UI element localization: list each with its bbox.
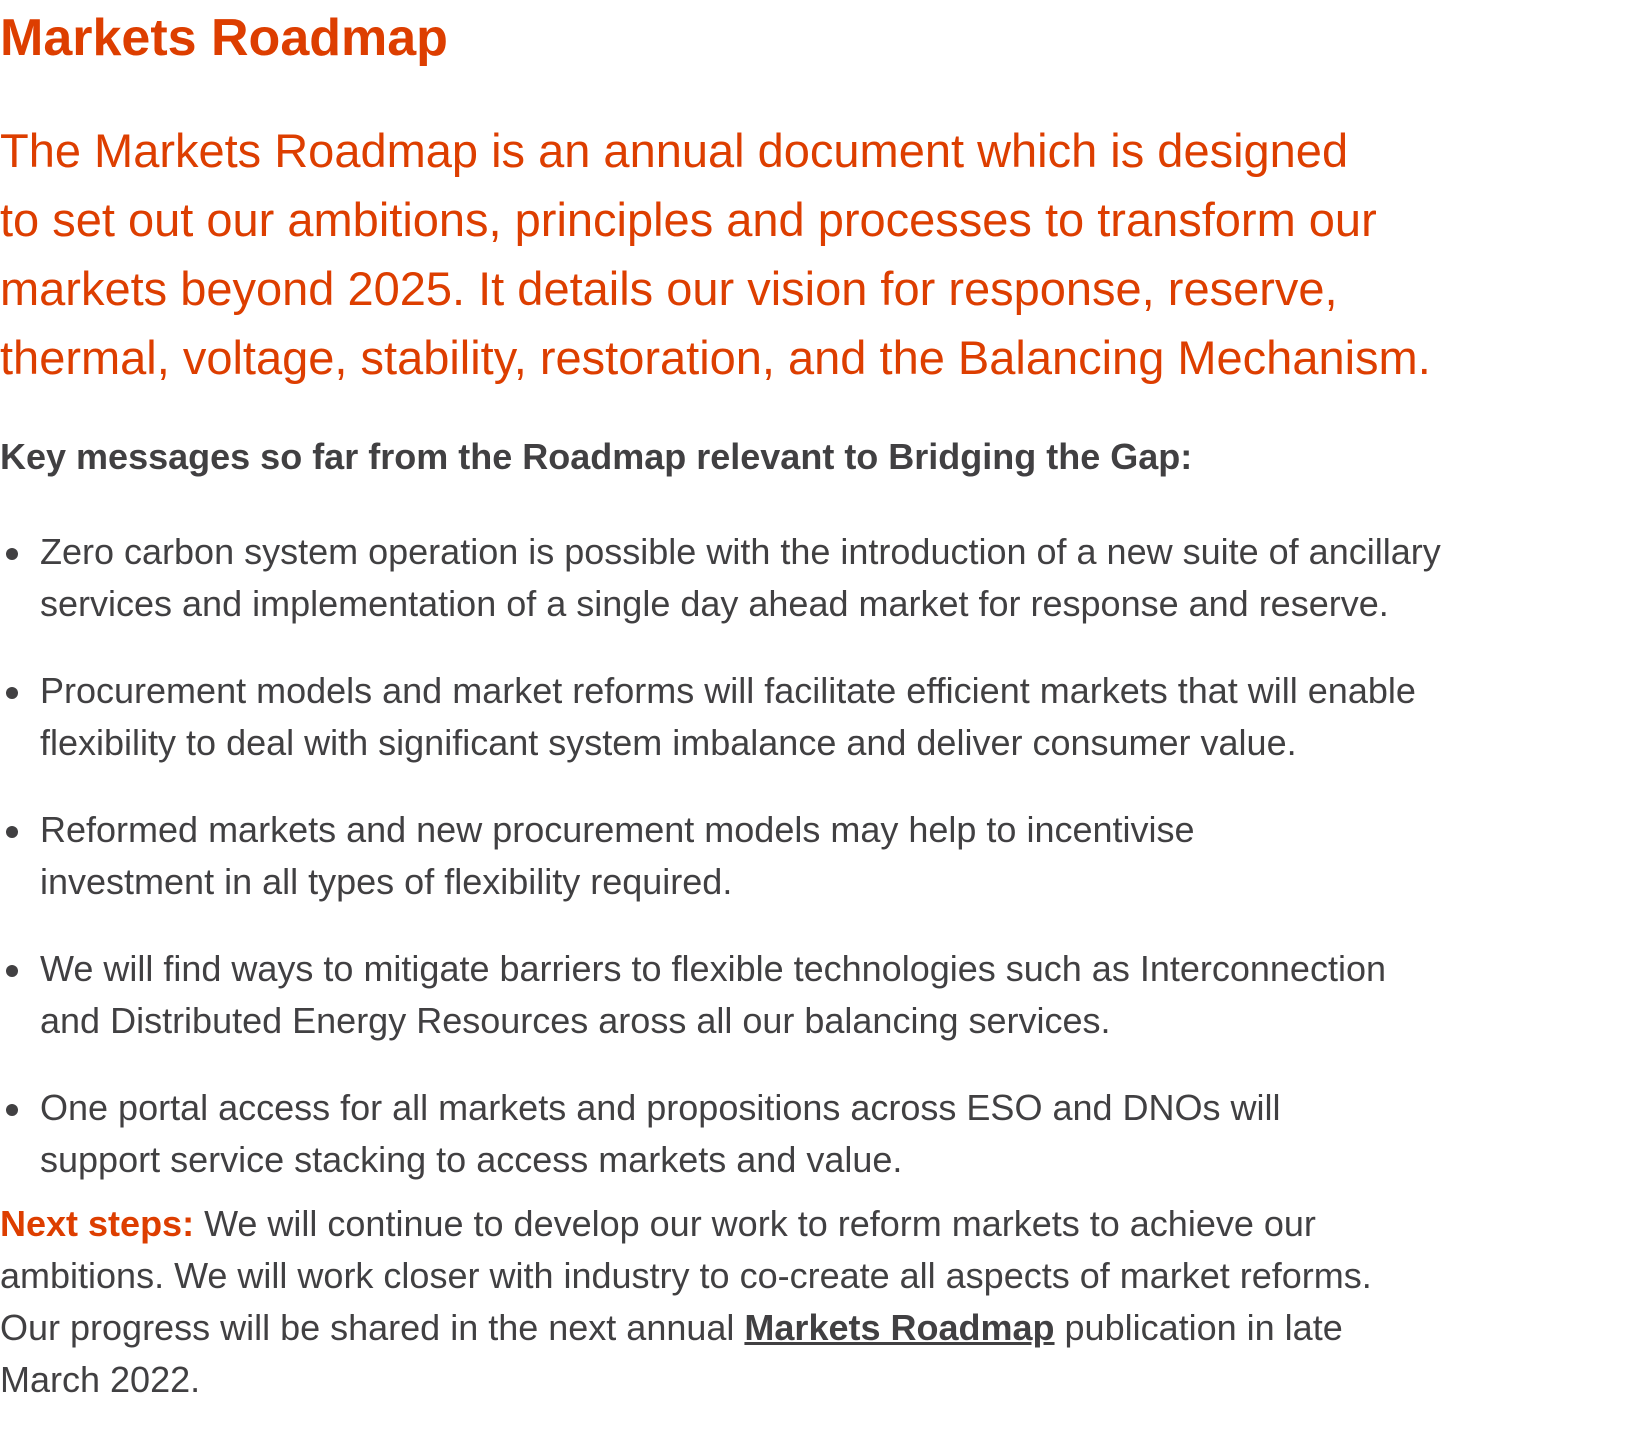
intro-line: to set out our ambitions, principles and processes to transform our <box>0 193 1377 246</box>
bullet-dot-icon <box>6 965 18 977</box>
list-item-line: flexibility to deal with significant system imbalance and deliver consumer value. <box>40 722 1297 763</box>
bullet-dot-icon <box>6 687 18 699</box>
list-item-line: Reformed markets and new procurement models may help to incentivise <box>40 809 1195 850</box>
intro-line: thermal, voltage, stability, restoration, and the Balancing Mechanism. <box>0 331 1431 384</box>
list-item-text <box>40 526 1441 630</box>
bullet-dot-icon <box>6 548 18 560</box>
list-item-line: services and implementation of a single day ahead market for response and reserve. <box>40 583 1389 624</box>
list-item-line: We will find ways to mitigate barriers to flexible technologies such as Interconnection <box>40 948 1386 989</box>
bullet-dot-icon <box>6 1104 18 1116</box>
intro-line: The Markets Roadmap is an annual document which is designed <box>0 124 1349 177</box>
key-messages-heading: Key messages so far from the Roadmap relevant to Bridging the Gap: <box>0 436 1193 477</box>
next-steps-text: publication in late <box>1054 1307 1343 1348</box>
list-item-line: Zero carbon system operation is possible with the introduction of a new suite of ancillary <box>40 531 1441 572</box>
list-item-line: and Distributed Energy Resources aross all our balancing services. <box>40 1000 1111 1041</box>
next-steps-line <box>0 1198 1372 1250</box>
list-item-text <box>40 804 1195 908</box>
list-item-text <box>40 1082 1281 1186</box>
list-item-text <box>40 665 1416 769</box>
next-steps-text: We will continue to develop our work to reform markets to achieve our <box>194 1203 1316 1244</box>
list-item-line: Procurement models and market reforms will facilitate efficient markets that will enable <box>40 670 1416 711</box>
intro-line: markets beyond 2025. It details our vision for response, reserve, <box>0 262 1338 315</box>
intro-paragraph <box>0 116 1620 392</box>
next-steps-line: ambitions. We will work closer with industry to co-create all aspects of market reforms. <box>0 1255 1372 1296</box>
next-steps-text: Our progress will be shared in the next annual <box>0 1307 745 1348</box>
page-title: Markets Roadmap <box>0 9 448 67</box>
list-item-line: One portal access for all markets and propositions across ESO and DNOs will <box>40 1087 1281 1128</box>
next-steps-paragraph <box>0 1198 1372 1406</box>
list-item-line: support service stacking to access markets and value. <box>40 1139 903 1180</box>
markets-roadmap-link[interactable]: Markets Roadmap <box>744 1307 1055 1348</box>
list-item-text <box>40 943 1386 1047</box>
bullet-dot-icon <box>6 826 18 838</box>
list-item-line: investment in all types of flexibility required. <box>40 861 733 902</box>
next-steps-line <box>0 1302 1372 1354</box>
next-steps-label: Next steps: <box>0 1203 195 1244</box>
next-steps-line: March 2022. <box>0 1359 201 1400</box>
